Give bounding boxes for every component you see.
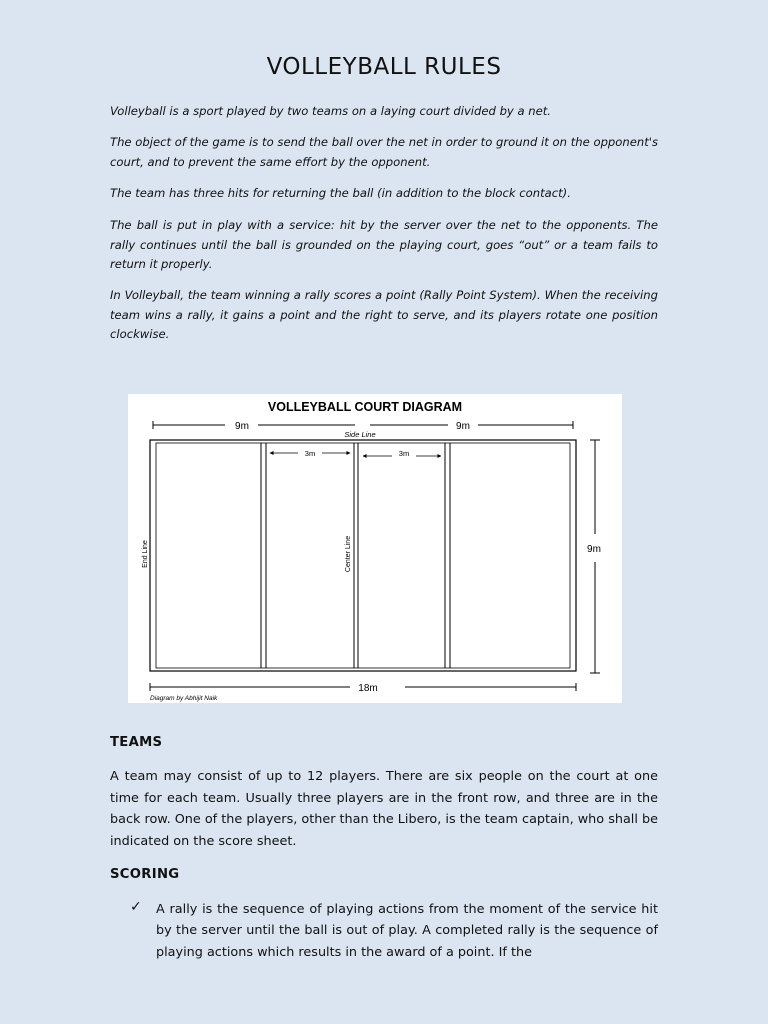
intro-paragraph-5: In Volleyball, the team winning a rally scores a point (Rally Point System). When the receiving team wins a rally, it gains a point and the right to serve, and its players rotate one position clockwise. xyxy=(110,288,658,341)
court-width-dimension xyxy=(587,440,601,673)
teams-paragraph: A team may consist of up to 12 players. There are six people on the court at one time for each team. Usually three players are in the front row, and three are in the back row. One of the players, other than the Libero, is the team captain, who shall be indicated on the score sheet. xyxy=(110,769,658,849)
teams-heading: TEAMS xyxy=(110,735,163,750)
court-outline xyxy=(150,440,576,671)
scoring-heading: SCORING xyxy=(110,867,180,882)
right-half-dimension xyxy=(370,421,573,432)
court-length-dimension xyxy=(150,683,576,694)
right-half-label: 9m xyxy=(456,421,470,432)
court-width-label: 9m xyxy=(587,544,601,555)
court-length-label: 18m xyxy=(358,683,378,694)
left-half-dimension xyxy=(153,421,355,432)
right-attack-dimension xyxy=(363,449,441,458)
side-line-label: Side Line xyxy=(344,430,376,439)
left-half-label: 9m xyxy=(235,421,249,432)
intro-paragraph-1: Volleyball is a sport played by two teams on a laying court divided by a net. xyxy=(110,104,551,118)
checkmark-icon: ✓ xyxy=(130,899,142,915)
intro-paragraph-3: The team has three hits for returning the ball (in addition to the block contact). xyxy=(110,186,571,200)
diagram-title: VOLLEYBALL COURT DIAGRAM xyxy=(267,400,463,414)
diagram-credit: Diagram by Abhijit Naik xyxy=(150,695,218,702)
right-attack-label: 3m xyxy=(398,449,410,458)
intro-paragraph-4: The ball is put in play with a service: hit by the server over the net to the opponents. The rally continues until the ball is grounded on the playing court, goes “out” or a team fails to return it properly. xyxy=(110,218,658,271)
court-diagram xyxy=(128,394,622,703)
left-attack-label: 3m xyxy=(304,449,316,458)
end-line-label: End Line xyxy=(142,540,149,568)
page-title: VOLLEYBALL RULES xyxy=(266,54,502,80)
intro-paragraph-2: The object of the game is to send the ball over the net in order to ground it on the opponent's court, and to prevent the same effort by the opponent. xyxy=(110,135,658,169)
left-attack-dimension xyxy=(270,449,350,458)
center-line-label: Center Line xyxy=(345,535,352,573)
court-inner-outline xyxy=(156,443,570,668)
scoring-bullet-text: A rally is the sequence of playing actions from the moment of the service hit by the server until the ball is out of play. A completed rally is the sequence of playing actions which results in the award of a point. If the xyxy=(156,902,658,960)
